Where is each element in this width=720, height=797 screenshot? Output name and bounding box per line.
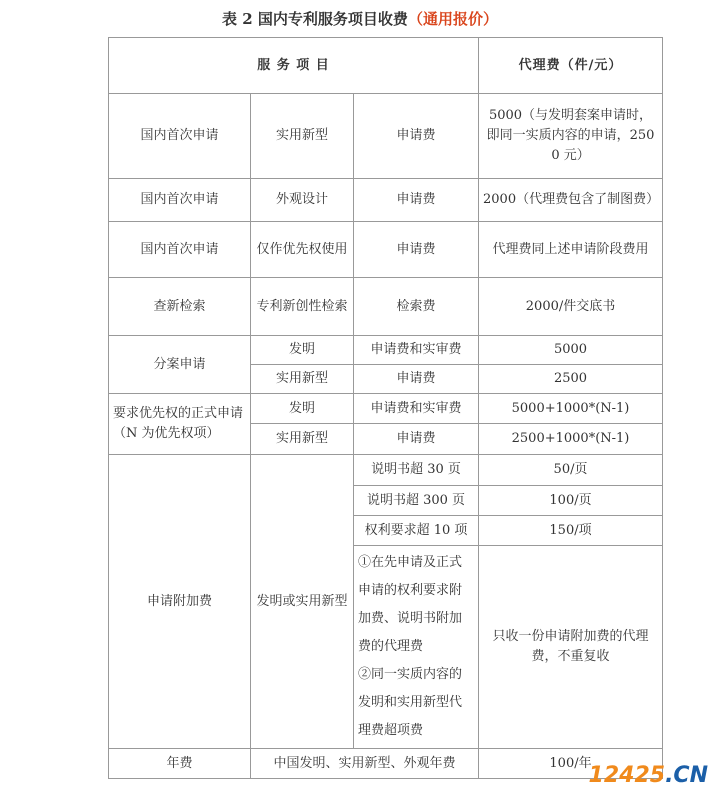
type-cell: 仅作优先权使用: [251, 222, 354, 278]
category-cell: 要求优先权的正式申请（N 为优先权项）: [109, 394, 251, 455]
fee-item-cell: 检索费: [354, 278, 479, 336]
table-row: [109, 336, 663, 365]
fee-amount-cell: 5000+1000*(N-1): [479, 394, 663, 424]
category-cell: 国内首次申请: [109, 94, 251, 179]
surcharge-item-cell: 权利要求超 10 项: [354, 516, 479, 546]
header-fee: 代理费（件/元）: [479, 38, 663, 94]
category-cell: 查新检索: [109, 278, 251, 336]
table-title-highlight: （通用报价）: [407, 10, 498, 28]
header-row: [109, 38, 663, 94]
fee-item-cell: 申请费: [354, 365, 479, 394]
annual-desc-cell: 中国发明、实用新型、外观年费: [251, 749, 479, 779]
type-cell: 实用新型: [251, 424, 354, 455]
type-cell: 实用新型: [251, 94, 354, 179]
surcharge-item-cell: 说明书超 30 页: [354, 455, 479, 486]
fee-item-cell: 申请费: [354, 94, 479, 179]
type-cell: 发明: [251, 394, 354, 424]
fee-item-cell: 申请费: [354, 222, 479, 278]
table-row: [109, 94, 663, 179]
category-cell: 国内首次申请: [109, 179, 251, 222]
fee-amount-cell: 2000（代理费包含了制图费）: [479, 179, 663, 222]
table-row: [109, 222, 663, 278]
fee-amount-cell: 2000/件交底书: [479, 278, 663, 336]
type-cell: 专利新创性检索: [251, 278, 354, 336]
type-cell: 实用新型: [251, 365, 354, 394]
table-row: [109, 455, 663, 486]
watermark-part1: 12425: [588, 763, 666, 788]
fee-table: [108, 37, 663, 779]
fee-item-cell: 申请费: [354, 179, 479, 222]
table-row: [109, 179, 663, 222]
table-row: [109, 394, 663, 424]
surcharge-note-fee-cell: 只收一份申请附加费的代理费，不重复收: [479, 546, 663, 749]
annual-fee-cell: 100/年: [479, 749, 663, 779]
fee-amount-cell: 2500+1000*(N-1): [479, 424, 663, 455]
surcharge-item-cell: 说明书超 300 页: [354, 486, 479, 516]
surcharge-fee-cell: 50/页: [479, 455, 663, 486]
surcharge-label-cell: 申请附加费: [109, 455, 251, 749]
table-title-main: 表 2 国内专利服务项目收费: [222, 10, 408, 28]
fee-item-cell: 申请费: [354, 424, 479, 455]
category-cell: 分案申请: [109, 336, 251, 394]
surcharge-note-cell: ①在先申请及正式申请的权利要求附加费、说明书附加费的代理费 ②同一实质内容的发明和实用新型代理费超项费: [354, 546, 479, 749]
fee-amount-cell: 2500: [479, 365, 663, 394]
fee-amount-cell: 代理费同上述申请阶段费用: [479, 222, 663, 278]
surcharge-fee-cell: 100/页: [479, 486, 663, 516]
fee-amount-cell: 5000: [479, 336, 663, 365]
annual-label-cell: 年费: [109, 749, 251, 779]
fee-item-cell: 申请费和实审费: [354, 394, 479, 424]
type-cell: 发明: [251, 336, 354, 365]
table-title: [0, 8, 720, 30]
surcharge-type-cell: 发明或实用新型: [251, 455, 354, 749]
site-watermark: [589, 763, 708, 789]
table-row: [109, 749, 663, 779]
fee-item-cell: 申请费和实审费: [354, 336, 479, 365]
category-cell: 国内首次申请: [109, 222, 251, 278]
table-row: [109, 278, 663, 336]
type-cell: 外观设计: [251, 179, 354, 222]
watermark-part2: .CN: [665, 763, 708, 788]
fee-amount-cell: 5000（与发明套案申请时，即同一实质内容的申请，2500 元）: [479, 94, 663, 179]
header-service: 服 务 项 目: [109, 38, 479, 94]
surcharge-fee-cell: 150/项: [479, 516, 663, 546]
